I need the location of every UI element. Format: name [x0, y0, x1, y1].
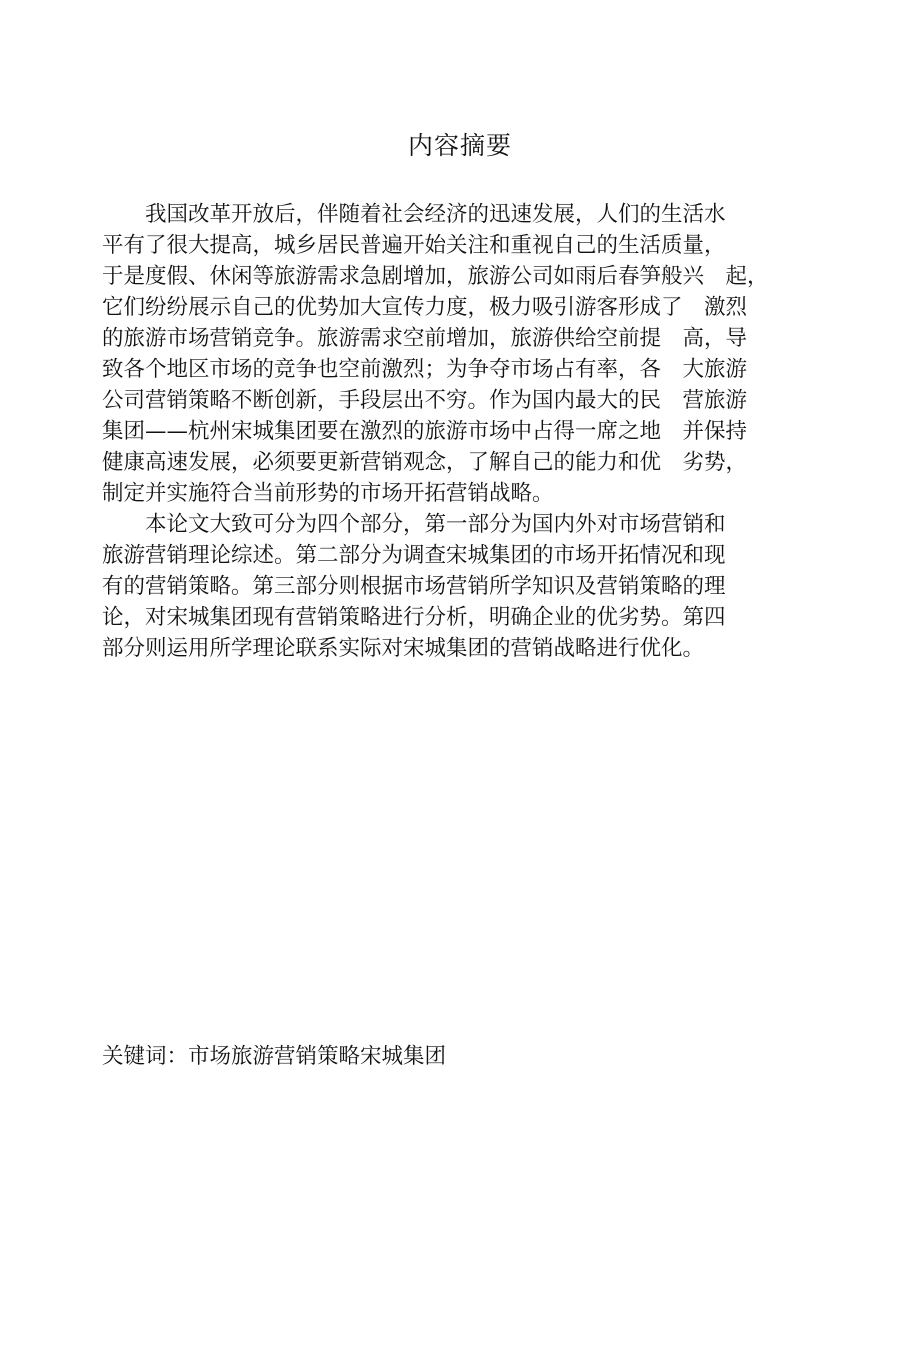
- abstract-line: 平有了很大提高，城乡居民普遍开始关注和重视自己的生活质量，: [102, 233, 726, 258]
- abstract-line: 的旅游市场营销竞争。旅游需求空前增加，旅游供给空前提 高，导: [102, 326, 748, 351]
- abstract-line: 制定并实施符合当前形势的市场开拓营销战略。: [102, 481, 554, 506]
- abstract-line: 于是度假、休闲等旅游需求急剧增加，旅游公司如雨后春笋般兴 起，: [102, 264, 769, 289]
- abstract-line: 部分则运用所学理论联系实际对宋城集团的营销战略进行优化。: [102, 636, 705, 661]
- abstract-line: 健康高速发展，必须要更新营销观念，了解自己的能力和优 劣势，: [102, 450, 748, 475]
- abstract-line: 公司营销策略不断创新，手段层出不穷。作为国内最大的民 营旅游: [102, 388, 748, 413]
- abstract-line: 集团——杭州宋城集团要在激烈的旅游市场中占得一席之地 并保持: [102, 419, 748, 444]
- abstract-line: 有的营销策略。第三部分则根据市场营销所学知识及营销策略的理: [102, 574, 726, 599]
- abstract-line: 致各个地区市场的竞争也空前激烈；为争夺市场占有率，各 大旅游: [102, 357, 748, 382]
- keywords-line: 关键词：市场旅游营销策略宋城集团: [102, 1044, 447, 1069]
- abstract-line: 旅游营销理论综述。第二部分为调查宋城集团的市场开拓情况和现: [102, 543, 726, 568]
- abstract-title: 内容摘要: [407, 131, 512, 160]
- abstract-line: 我国改革开放后，伴随着社会经济的迅速发展，人们的生活水: [102, 202, 726, 227]
- abstract-line: 它们纷纷展示自己的优势加大宣传力度，极力吸引游客形成了 激烈: [102, 295, 748, 320]
- abstract-line: 本论文大致可分为四个部分，第一部分为国内外对市场营销和: [102, 512, 726, 537]
- abstract-line: 论，对宋城集团现有营销策略进行分析，明确企业的优劣势。第四: [102, 605, 726, 630]
